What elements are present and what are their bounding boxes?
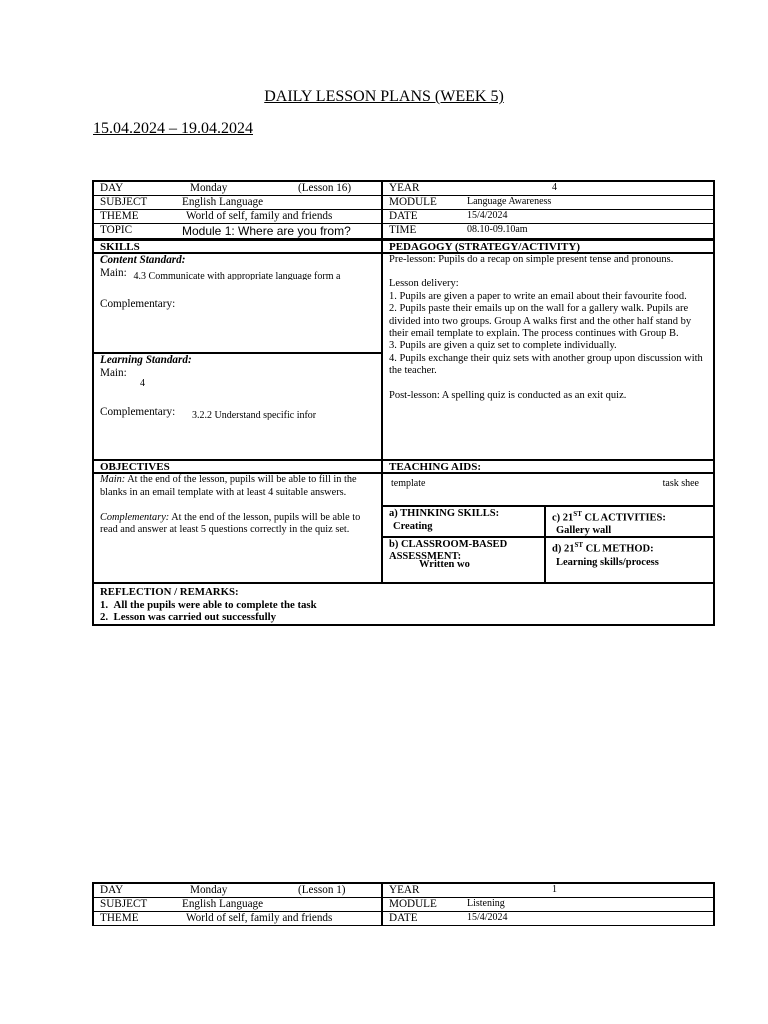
- content-main-value: 4.3 Communicate with appropriate language form a: [133, 270, 341, 280]
- objective-comp-label: Complementary:: [100, 511, 170, 523]
- day-value-2: Monday: [190, 884, 228, 896]
- subject-label: SUBJECT: [100, 196, 148, 208]
- objective-complementary: [100, 512, 375, 538]
- module-value: Language Awareness: [467, 196, 552, 207]
- lesson-plan-table-2: [92, 882, 715, 926]
- cl-method-value: Learning skills/process: [556, 556, 659, 568]
- date-value-2: 15/4/2024: [467, 912, 508, 923]
- teaching-aid-2: task shee: [662, 478, 699, 489]
- learning-standard-label: Learning Standard:: [100, 354, 192, 366]
- cl-method-sup: ST: [574, 541, 584, 549]
- day-label: DAY: [100, 182, 124, 194]
- subject-value-2: English Language: [176, 898, 383, 911]
- objectives-column: [94, 461, 383, 582]
- cl-activities-sup: ST: [573, 510, 582, 518]
- subject-value: English Language: [176, 196, 383, 209]
- year-value-2: 1: [552, 884, 557, 895]
- lesson-number: (Lesson 16): [298, 182, 352, 194]
- year-label: YEAR: [389, 182, 420, 194]
- thinking-skills-value: Creating: [393, 520, 433, 532]
- row2-day: [94, 884, 713, 898]
- learning-main-label: Main:: [100, 366, 127, 379]
- module-label: MODULE: [389, 196, 437, 208]
- day-value: Monday: [190, 182, 228, 194]
- reflection-text-1: All the pupils were able to complete the task: [113, 598, 317, 611]
- date-label-2: DATE: [389, 912, 418, 924]
- row-subject: [94, 196, 713, 210]
- pedagogy-column: [383, 241, 713, 459]
- theme-label: THEME: [100, 210, 139, 222]
- row2-theme: [94, 912, 713, 926]
- year-label-2: YEAR: [389, 884, 420, 896]
- content-main-label: Main:: [100, 266, 127, 279]
- module-label-2: MODULE: [389, 898, 437, 910]
- cl-activities-cell: [546, 507, 713, 536]
- time-label: TIME: [389, 224, 417, 236]
- day-label-2: DAY: [100, 884, 124, 896]
- post-lesson: Post-lesson: A spelling quiz is conducted as an exit quiz.: [389, 389, 627, 401]
- theme-label-2: THEME: [100, 912, 139, 924]
- reflection-section: [94, 582, 713, 626]
- learning-main-value: 4: [140, 378, 145, 389]
- thinking-skills-cell: [383, 507, 546, 536]
- reflection-text-2: Lesson was carried out successfully: [113, 611, 277, 623]
- cl-method-prefix: d) 21: [552, 543, 575, 555]
- subject-label-2: SUBJECT: [100, 898, 148, 910]
- skills-pedagogy-section: [94, 239, 713, 459]
- lesson-plan-table-1: [92, 180, 715, 626]
- date-label: DATE: [389, 210, 418, 222]
- lesson-number-2: (Lesson 1): [298, 884, 346, 896]
- lesson-delivery-label: Lesson delivery:: [389, 278, 459, 290]
- cl-activities-value: Gallery wall: [556, 525, 612, 536]
- objective-comp-text: At the end of the lesson, pupils will be able to read and answer at least 5 questions correctly in the quiz set.: [100, 511, 361, 536]
- objectives-body: [94, 474, 381, 537]
- reflection-num-1: 1.: [100, 598, 109, 611]
- assessment-method-row: [383, 538, 713, 582]
- day-cell: [176, 182, 383, 195]
- pedagogy-body: [383, 254, 713, 402]
- row-theme: [94, 210, 713, 224]
- objective-main: [100, 474, 375, 500]
- day-cell-2: [176, 884, 383, 897]
- objective-main-text: At the end of the lesson, pupils will be able to fill in the blanks in an email template with at least 4 suitable answers.: [100, 474, 357, 498]
- step-2: 2. Pupils paste their emails up on the wall for a gallery walk. Pupils are divided into two groups. Group A walks first and the other half stand by their email template to explain. The process continues with Group B.: [389, 303, 692, 340]
- aids-column: [383, 461, 713, 582]
- objective-main-label: Main:: [100, 474, 126, 485]
- row-topic: [94, 224, 713, 239]
- learning-complementary-row: [94, 406, 381, 420]
- step-1: 1. Pupils are given a paper to write an email about their favourite food.: [389, 290, 687, 302]
- skills-header: SKILLS: [94, 241, 381, 254]
- teaching-aid-1: template: [391, 478, 426, 489]
- pedagogy-header: PEDAGOGY (STRATEGY/ACTIVITY): [383, 241, 713, 254]
- teaching-aids-values: [383, 474, 713, 505]
- pre-lesson: Pre-lesson: Pupils do a recap on simple present tense and pronouns.: [389, 254, 674, 265]
- learning-complementary-value: 3.2.2 Understand specific infor: [192, 410, 317, 420]
- cl-method-suffix: CL METHOD:: [583, 543, 654, 555]
- theme-value: World of self, family and friends: [176, 210, 383, 223]
- objectives-header: OBJECTIVES: [94, 461, 381, 474]
- teaching-aids-header: TEACHING AIDS:: [383, 461, 713, 474]
- row2-subject: [94, 898, 713, 912]
- reflection-num-2: 2.: [100, 611, 109, 623]
- row-day: [94, 182, 713, 196]
- reflection-header: REFLECTION / REMARKS:: [100, 586, 239, 598]
- cl-activities-label: [552, 508, 707, 525]
- module-value-2: Listening: [467, 898, 505, 909]
- step-3: 3. Pupils are given a quiz set to complete individually.: [389, 340, 617, 352]
- topic-value: Module 1: Where are you from?: [176, 224, 383, 238]
- date-value: 15/4/2024: [467, 210, 508, 221]
- cl-method-label: [552, 539, 707, 556]
- cl-method-cell: [546, 538, 713, 582]
- skills-activities-row: [383, 505, 713, 538]
- cl-activities-prefix: c) 21: [552, 512, 574, 524]
- content-standard-label: Content Standard:: [100, 254, 186, 266]
- topic-label: TOPIC: [100, 224, 133, 236]
- learning-complementary-label: Complementary:: [100, 406, 176, 418]
- skills-column: [94, 241, 383, 459]
- content-complementary-label: Complementary:: [100, 298, 176, 310]
- content-main-row: [94, 267, 381, 281]
- thinking-skills-label: a) THINKING SKILLS:: [389, 508, 500, 519]
- cl-activities-suffix: CL ACTIVITIES:: [581, 512, 666, 524]
- assessment-label: b) CLASSROOM-BASED ASSESSMENT:: [389, 539, 508, 562]
- step-4: 4. Pupils exchange their quiz sets with another group upon discussion with the teacher.: [389, 352, 703, 377]
- objectives-section: [94, 459, 713, 582]
- year-value: 4: [552, 182, 557, 193]
- reflection-item-2: [100, 611, 707, 624]
- reflection-item-1: [100, 599, 707, 612]
- theme-value-2: World of self, family and friends: [176, 912, 383, 925]
- time-value: 08.10-09.10am: [467, 224, 528, 235]
- assessment-value: Written wo: [419, 559, 470, 570]
- date-range: 15.04.2024 – 19.04.2024: [93, 120, 253, 137]
- learning-standard-block: [94, 352, 381, 420]
- assessment-cell: [383, 538, 546, 582]
- page-title: DAILY LESSON PLANS (WEEK 5): [264, 88, 504, 105]
